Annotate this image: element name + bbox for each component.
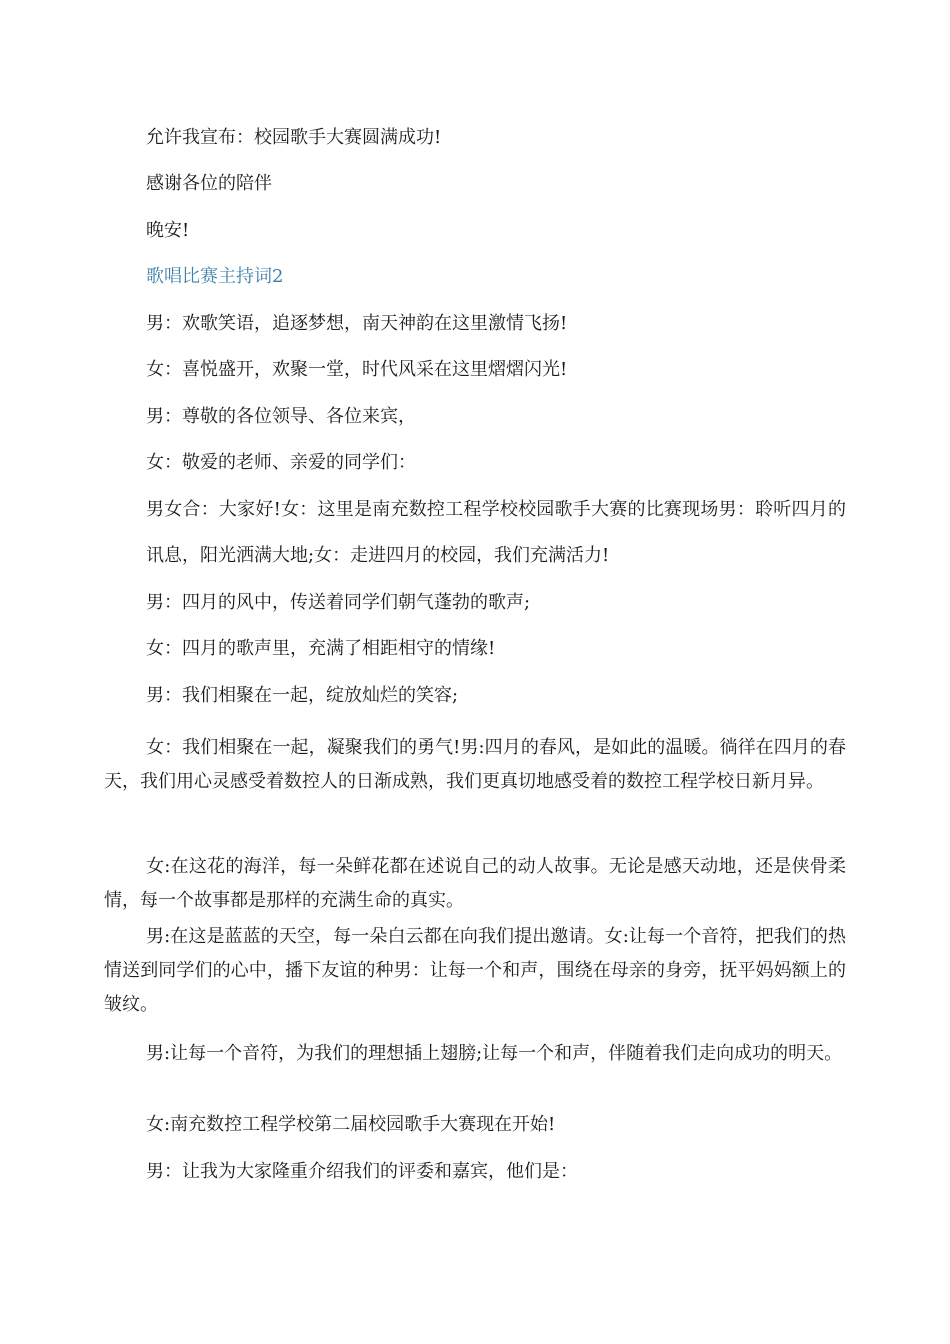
text-paragraph: 男:让每一个音符，为我们的理想插上翅膀;让每一个和声，伴随着我们走向成功的明天。 bbox=[146, 1043, 843, 1064]
text-paragraph: 男女合：大家好!女：这里是南充数控工程学校校园歌手大赛的比赛现场男：聆听四月的讯息，阳光洒满大地;女：走进四月的校园，我们充满活力! bbox=[146, 499, 846, 566]
text-paragraph: 女：我们相聚在一起，凝聚我们的勇气!男:四月的春风，是如此的温暖。徜徉在四月的春天，我们用心灵感受着数控人的日渐成熟，我们更真切地感受着的数控工程学校日新月异。 bbox=[104, 737, 846, 792]
text-line: 女:南充数控工程学校第二届校园歌手大赛现在开始! bbox=[146, 1114, 556, 1135]
text-line: 男：四月的风中，传送着同学们朝气蓬勃的歌声; bbox=[146, 592, 531, 613]
text-line: 女：敬爱的老师、亲爱的同学们： bbox=[146, 452, 416, 473]
text-line: 女：四月的歌声里，充满了相距相守的情缘! bbox=[146, 638, 496, 659]
text-line: 晚安! bbox=[146, 220, 190, 241]
text-line: 男：欢歌笑语，追逐梦想，南天神韵在这里激情飞扬! bbox=[146, 313, 568, 334]
text-line: 感谢各位的陪伴 bbox=[146, 173, 272, 194]
text-line: 允许我宣布：校园歌手大赛圆满成功! bbox=[146, 127, 442, 148]
text-line: 男：让我为大家隆重介绍我们的评委和嘉宾，他们是： bbox=[146, 1161, 578, 1182]
text-paragraph: 男:在这是蓝蓝的天空，每一朵白云都在向我们提出邀请。女:让每一个音符，把我们的热情送到同学们的心中，播下友谊的种男：让每一个和声，围绕在母亲的身旁，抚平妈妈额上的皱纹。 bbox=[104, 926, 846, 1015]
text-paragraph: 女:在这花的海洋，每一朵鲜花都在述说自己的动人故事。无论是感天动地，还是侠骨柔情，每一个故事都是那样的充满生命的真实。 bbox=[104, 856, 846, 911]
text-line: 女：喜悦盛开，欢聚一堂，时代风采在这里熠熠闪光! bbox=[146, 359, 568, 380]
text-line: 男：尊敬的各位领导、各位来宾， bbox=[146, 406, 416, 427]
text-line: 男：我们相聚在一起，绽放灿烂的笑容; bbox=[146, 685, 459, 706]
section-heading: 歌唱比赛主持词2 bbox=[146, 266, 284, 287]
